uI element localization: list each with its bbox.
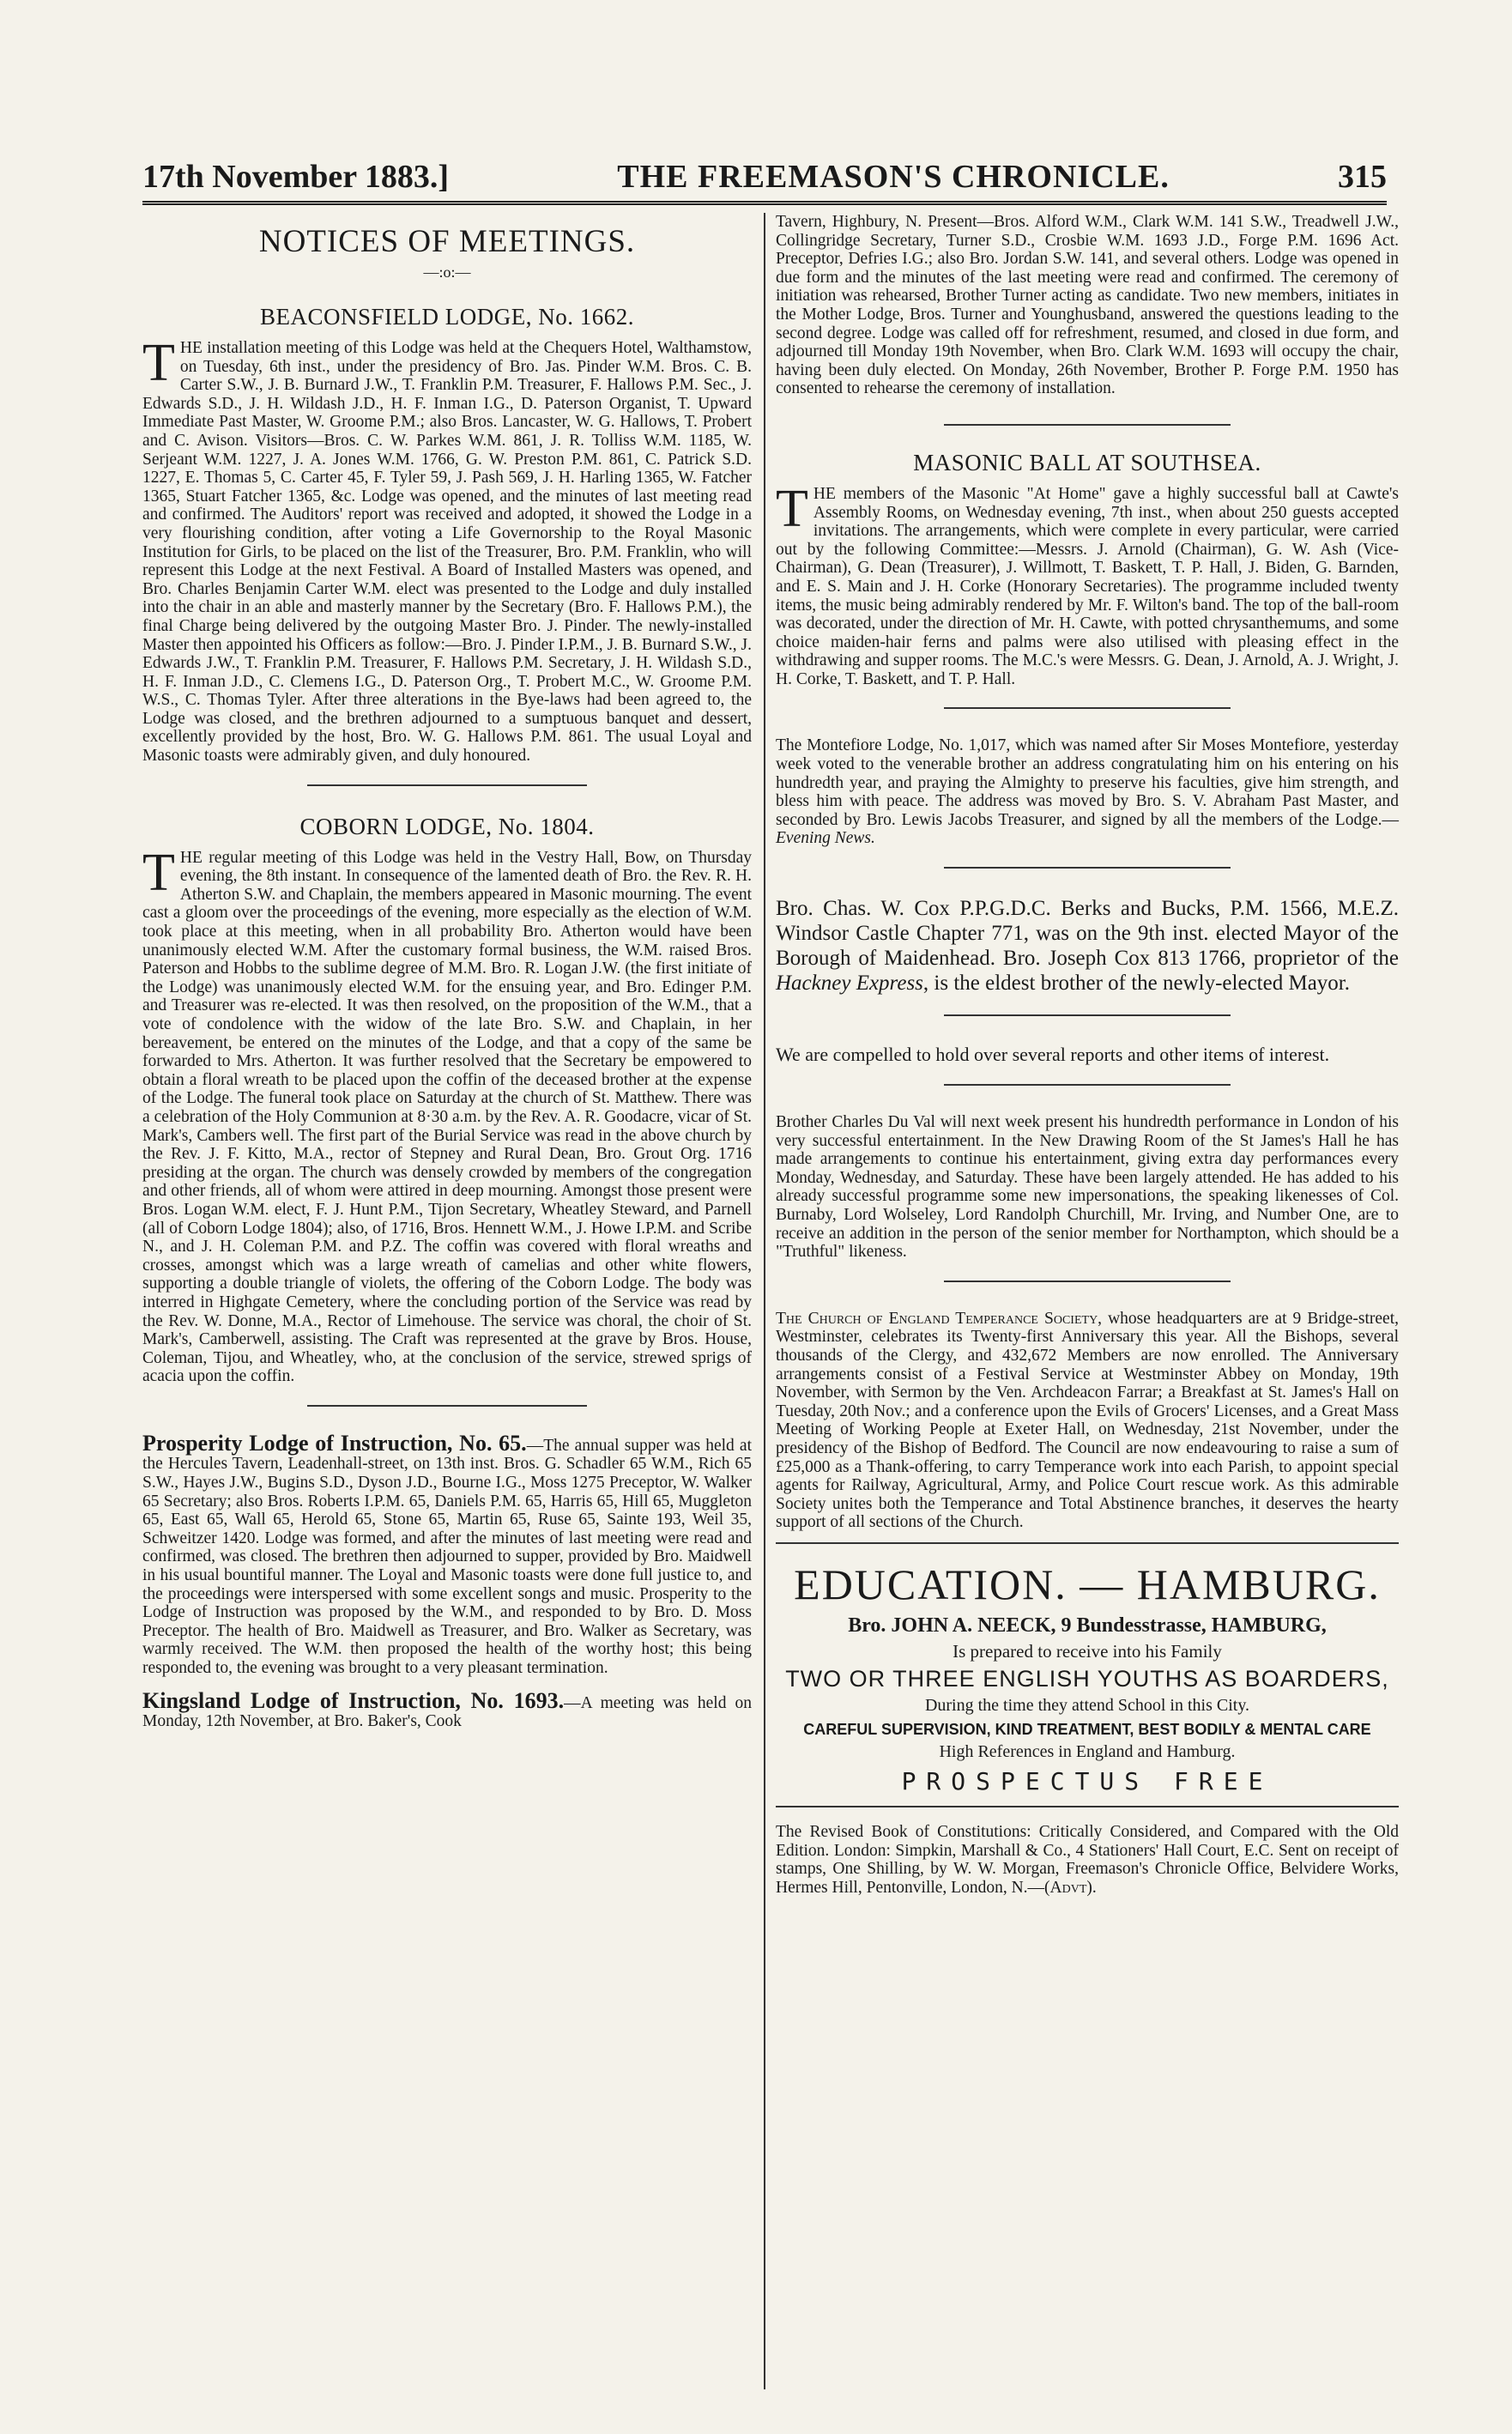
montefiore-text: The Montefiore Lodge, No. 1,017, which was named after Sir Moses Montefiore, yesterday week voted to the venerable brother an address congratulating him on his entering on his hundredth year, and praying the Almighty to preserve his faculties, give him strength, and bless him with peace. The address was moved by Bro. S. V. Abraham Past Master, and seconded by Bro. Lewis Jacobs Treasurer, and signed by all the members of the Lodge.— <box>776 736 1399 829</box>
divider <box>944 424 1231 426</box>
page-header <box>142 144 1387 205</box>
divider <box>944 707 1231 709</box>
cox-article <box>776 896 1399 996</box>
beaconsfield-text: HE installation meeting of this Lodge was held at the Chequers Hotel, Walthamstow, on Tuesday, 6th inst., under the presidency of Bro. Jas. Pinder W.M. Bros. C. B. Carter S.W., J. B. Burnard J.W., T. Franklin P.M. Treasurer, F. Hallows P.M. Sec., J. Edwards S.D., J. H. Wildash J.D., H. F. Inman I.G., D. Paterson Organist, T. Upward Immediate Past Master, W. Groome P.M.; also Bros. Lancaster, W. G. Hallows, T. Probert and C. Avison. Visitors—Bros. C. W. Parkes W.M. 861, J. R. Tolliss W.M. 1185, W. Serjeant W.M. 1227, J. A. Jones W.M. 1766, G. W. Preston P.M. 861, C. Patrick S.D. 1227, E. Thomas 5, C. Carter 45, F. Tyler 59, J. Pash 569, J. H. Harling 1365, W. Fatcher 1365, Stuart Fatcher 1365, &c. Lodge was opened, and the minutes of last meeting read and confirmed. The Auditors' report was received and adopted, it showed the Lodge in a very flourishing condition, after voting a Life Governorship to the Royal Masonic Institution for Girls, to be placed on the list of the Treasurer, Bro. P.M. Franklin, who will represent this Lodge at the next Festival. A Board of Installed Masters was opened, and Bro. Charles Benjamin Carter W.M. elect was presented to the Lodge and duly installed into the chair in an able and masterly manner by the Secretary (Bro. F. Hallows P.M.), the final Charge being delivered by the outgoing Master Bro. J. Pinder. The newly-installed Master then appointed his Officers as follow:—Bro. J. Pinder I.P.M., J. B. Burnard S.W., J. Edwards J.W., T. Franklin P.M. Treasurer, F. Hallows P.M. Secretary, J. H. Wildash S.D., H. F. Inman J.D., C. Clemens I.G., D. Paterson Org., T. Probert M.C., W. Groome P.M. W.S., C. Thomas Tyler. After three alterations in the Bye-laws had been agreed to, the Lodge was closed, and the brethren adjourned to a sumptuous banquet and dessert, excellently provided by the host, Bro. W. G. Hallows P.M. 861. The usual Loyal and Masonic toasts were admirably given, and duly honoured. <box>142 339 752 766</box>
advert-title: EDUCATION. — HAMBURG. <box>794 1559 1381 1608</box>
right-column <box>764 213 1399 2389</box>
cox-text: Bro. Chas. W. Cox P.P.G.D.C. Berks and Bucks, P.M. 1566, M.E.Z. Windsor Castle Chapter 771, was on the 9th inst. elected Mayor of the Borough of Maidenhead. Bro. Joseph Cox 813 1766, proprietor of the <box>776 897 1399 971</box>
notices-separator: —:o:— <box>423 263 471 281</box>
advert-line-1: Bro. JOHN A. NEECK, 9 Bundesstrasse, HAMBURG, <box>848 1614 1327 1637</box>
temperance-article <box>776 1310 1399 1532</box>
publication-title: THE FREEMASON'S CHRONICLE. <box>617 159 1170 195</box>
ball-text: HE members of the Masonic "At Home" gave a highly successful ball at Cawte's Assembly Rooms, on Wednesday evening, 7th inst., when about 250 guests accepted invitations. The arrangements, which were complete in every particular, were carried out by the following Committee:—Messrs. J. Arnold (Chairman), G. W. Ash (Vice-Chairman), G. Dean (Treasurer), J. Willmott, T. Baskett, T. P. Hall, J. Biden, G. Barnden, and E. S. Main and J. H. Corke (Honorary Secretaries). The programme included twenty items, the music being admirably rendered by Mr. F. Wilton's band. The top of the ball-room was decorated, under the direction of Mr. H. Cawte, with potted chrysanthemums, and some choice maiden-hair ferns and palms were also utilised with pleasing effect in the withdrawing and supper rooms. The M.C.'s were Messrs. G. Dean, J. Arnold, A. J. Wright, J. H. Corke, T. Baskett, and T. P. Hall. <box>776 484 1399 688</box>
duval-article: Brother Charles Du Val will next week present his hundredth performance in London of his very successful entertainment. In the New Drawing Room of the St James's Hall he has made arrangements to continue his entertainment, giving extra day performances every Monday, Wednesday, and Saturday. These have been largely attended. He has added to his already successful programme some new impersonations, the speaking likenesses of Col. Burnaby, Lord Wolseley, Lord Randolph Churchill, Mr. Irving, and Number One, are to receive an addition in the person of the senior member for Northampton, which should be a "Truthful" likeness. <box>776 1113 1399 1262</box>
coborn-article <box>142 843 752 1386</box>
ball-heading: MASONIC BALL AT SOUTHSEA. <box>913 449 1261 475</box>
constitutions-text: The Revised Book of Constitutions: Critically Considered, and Compared with the Old Edition. London: Simpkin, Marshall & Co., 4 Stationers' Hall Court, E.C. Sent on receipt of stamps, One Shilling, by W. W. Morgan, Freemason's Chronicle Office, Belvidere Works, Hermes Hill, Pentonville, London, N.—( <box>776 1822 1399 1897</box>
advt-label: Advt <box>1049 1878 1087 1897</box>
divider <box>944 1084 1231 1086</box>
advert-line-6: High References in England and Hamburg. <box>939 1741 1236 1761</box>
montefiore-article <box>776 736 1399 848</box>
cox-text-end: , is the eldest brother of the newly-elected Mayor. <box>922 972 1350 996</box>
kingsland-article <box>142 1687 753 1731</box>
beaconsfield-article <box>142 334 752 766</box>
page-number: 315 <box>1338 159 1387 195</box>
temperance-text: whose headquarters are at 9 Bridge-street, Westminster, celebrates its Twenty-first Anniversary this year. All the Bishops, several thousands of the Clergy, and 432,672 Members are now enrolled. The Anniversary arrangements consist of a Festival Service at Westminster Abbey on Monday, 19th November, with Sermon by the Ven. Archdeacon Farrar; a Breakfast at St. James's Hall on Tuesday, 20th Nov.; and a conference upon the Evils of Grocers' Licenses, and a Great Mass Meeting of Working People at Exeter Hall, on Wednesday, 21st November, under the presidency of the Bishop of Bedford. The Council are now endeavouring to raise a sum of £25,000 as a Thank-offering, to carry Temperance work into each Parish, to appoint special agents for Railway, Agricultural, Army, and Police Court rescue work. As this admirable Society unites both the Temperance and Total Abstinence branches, it deserves the hearty support of all sections of the Church. <box>776 1309 1399 1532</box>
divider <box>307 1405 588 1407</box>
notices-heading: NOTICES OF MEETINGS. <box>258 224 636 259</box>
advert-line-3: TWO OR THREE ENGLISH YOUTHS AS BOARDERS, <box>785 1665 1389 1692</box>
hamburg-advert <box>776 1559 1399 1795</box>
dropcap: T <box>776 479 808 538</box>
kingsland-text: —A meeting was held on Monday, 12th November, at Bro. Baker's, Cook <box>142 1693 753 1731</box>
advert-line-4: During the time they attend School in this City. <box>924 1695 1250 1715</box>
prosperity-text: —The annual supper was held at the Hercules Tavern, Leadenhall-street, on 13th inst. Bros. G. Schadler 65 W.M., Rich 65 S.W., Hayes J.W., Bugins S.D., Dyson J.D., Bourne I.G., Moss 1275 Preceptor, W. Walker 65 Secretary; also Bros. Roberts I.P.M. 65, Daniels P.M. 65, Harris 65, Hill 65, Muggleton 65, East 65, Wall 65, Herold 65, Stone 65, Martin 65, Ruse 65, Sainte 193, Weil 35, Schweitzer 1420. Lodge was formed, and after the minutes of last meeting were read and confirmed, was closed. The brethren then adjourned to supper, provided by Bro. Maidwell in his usual bountiful manner. The Loyal and Masonic toasts were done full justice to, and the proceedings were interspersed with some excellent songs and music. Prosperity to the Lodge of Instruction was proposed by the W.M., and responded to by Bro. D. Moss Preceptor. The health of Bro. Maidwell as Treasurer, and Bro. Walker as Secretary, was warmly received. The W.M. then proposed the health of the worthy host; this being responded to, the evening was brought to a very pleasant termination. <box>142 1436 752 1677</box>
divider <box>944 1281 1231 1282</box>
advert-line-5: CAREFUL SUPERVISION, KIND TREATMENT, BEST BODILY & MENTAL CARE <box>803 1720 1371 1738</box>
dropcap: T <box>142 843 175 902</box>
prosperity-title: Prosperity Lodge of Instruction, No. 65. <box>142 1430 527 1456</box>
cox-paper: Hackney Express <box>776 972 923 996</box>
divider <box>944 1014 1231 1016</box>
kingsland-continued: Tavern, Highbury, N. Present—Bros. Alford W.M., Clark W.M. 141 S.W., Treadwell J.W., Collingridge Secretary, Turner S.D., Crosbie W.M. 1693 J.D., Forge P.M. 1696 Act. Preceptor, Defries I.G.; also Bro. Jordan S.W. 141, and several others. Lodge was opened in due form and the minutes of the last meeting were read and confirmed. The ceremony of initiation was rehearsed, Brother Turner acting as candidate. Two new members, initiates in the Mother Lodge, Bros. Turner and Younghusband, answered the questions leading to the second degree. Lodge was called off for refreshment, resumed, and closed in due form, and adjourned till Monday 19th November, when Bro. Clark W.M. 1693 will occupy the chair, having been duly elected. On Monday, 26th November, Brother P. Forge P.M. 1950 has consented to rehearse the ceremony of installation. <box>776 213 1399 398</box>
dropcap: T <box>142 334 175 392</box>
coborn-text: HE regular meeting of this Lodge was held in the Vestry Hall, Bow, on Thursday evening, the 8th instant. In consequence of the lamented death of Bro. the Rev. R. H. Atherton S.W. and Chaplain, the members appeared in Masonic mourning. The event cast a gloom over the proceedings of the evening, more especially as the election of W.M. took place at this meeting, when in all probability Bro. Atherton would have been unanimously elected W.M. After the customary formal business, the W.M. raised Bros. Paterson and Hobbs to the sublime degree of M.M. Bro. R. Logan J.W. (the first initiate of the Lodge) was unanimously elected W.M. for the ensuing year, and Bro. Edinger P.M. and Treasurer was re-elected. It was then resolved, on the proposition of the W.M., that a vote of condolence with the widow of the late Bro. S.W. and Chaplain, in her bereavement, be entered on the minutes of the Lodge, and that a copy of the same be forwarded to Mrs. Atherton. It was further resolved that the Secretary be empowered to obtain a floral wreath to be placed upon the coffin of the deceased brother at the expense of the Lodge. The funeral took place on Saturday at the church of St. Matthew. There was a celebration of the Holy Communion at 8·30 a.m. by the Rev. A. R. Goodacre, vicar of St. Mark's, Cambers well. The first part of the Burial Service was read in the above church by the Rev. J. F. Kitto, M.A., rector of Stepney and Rural Dean, Bro. Grout Org. 1716 presiding at the organ. The church was densely crowded by members of the congregation and other friends, all of whom were attired in deep mourning. Amongst those present were Bros. Logan W.M. elect, F. J. Hunt P.M., Tijon Secretary, Wheatley Steward, and Parnell (all of Coborn Lodge 1804); also, of 1716, Bros. Hennett W.M., J. Howe I.P.M. and Scribe N., and J. H. Coleman P.M. and P.Z. The coffin was covered with floral wreaths and crosses, amongst which was a large wreath of camelias and other white flowers, supporting a double triangle of violets, the offering of the Coborn Lodge. The body was interred in Highgate Cemetery, where the concluding portion of the Service was read by the Rev. W. Donne, M.A., Rector of Limehouse. The service was choral, the choir of St. Mark's, Camberwell, assisting. The Craft was represented at the grave by Bros. House, Coleman, Tijou, and Wheatley, who, at the conclusion of the service, strewed sprigs of acacia upon the coffin. <box>142 848 752 1386</box>
prosperity-article <box>142 1430 752 1678</box>
divider <box>776 1806 1399 1807</box>
divider <box>776 1542 1399 1544</box>
divider <box>307 784 588 786</box>
temperance-lead: The Church of England Temperance Society, <box>776 1309 1103 1328</box>
left-column <box>142 213 752 1740</box>
advert-line-7: PROSPECTUS FREE <box>901 1766 1273 1795</box>
beaconsfield-heading: BEACONSFIELD LODGE, No. 1662. <box>260 304 634 330</box>
ball-article <box>776 479 1399 689</box>
issue-date: 17th November 1883.] <box>142 159 450 195</box>
advert-line-2: Is prepared to receive into his Family <box>953 1640 1222 1662</box>
compelled-notice: We are compelled to hold over several reports and other items of interest. <box>776 1044 1330 1066</box>
kingsland-title: Kingsland Lodge of Instruction, No. 1693. <box>142 1687 565 1713</box>
coborn-heading: COBORN LODGE, No. 1804. <box>299 813 595 839</box>
constitutions-advert <box>776 1823 1399 1897</box>
divider <box>944 867 1231 869</box>
constitutions-close: ). <box>1086 1878 1097 1897</box>
montefiore-source: Evening News. <box>776 829 875 848</box>
